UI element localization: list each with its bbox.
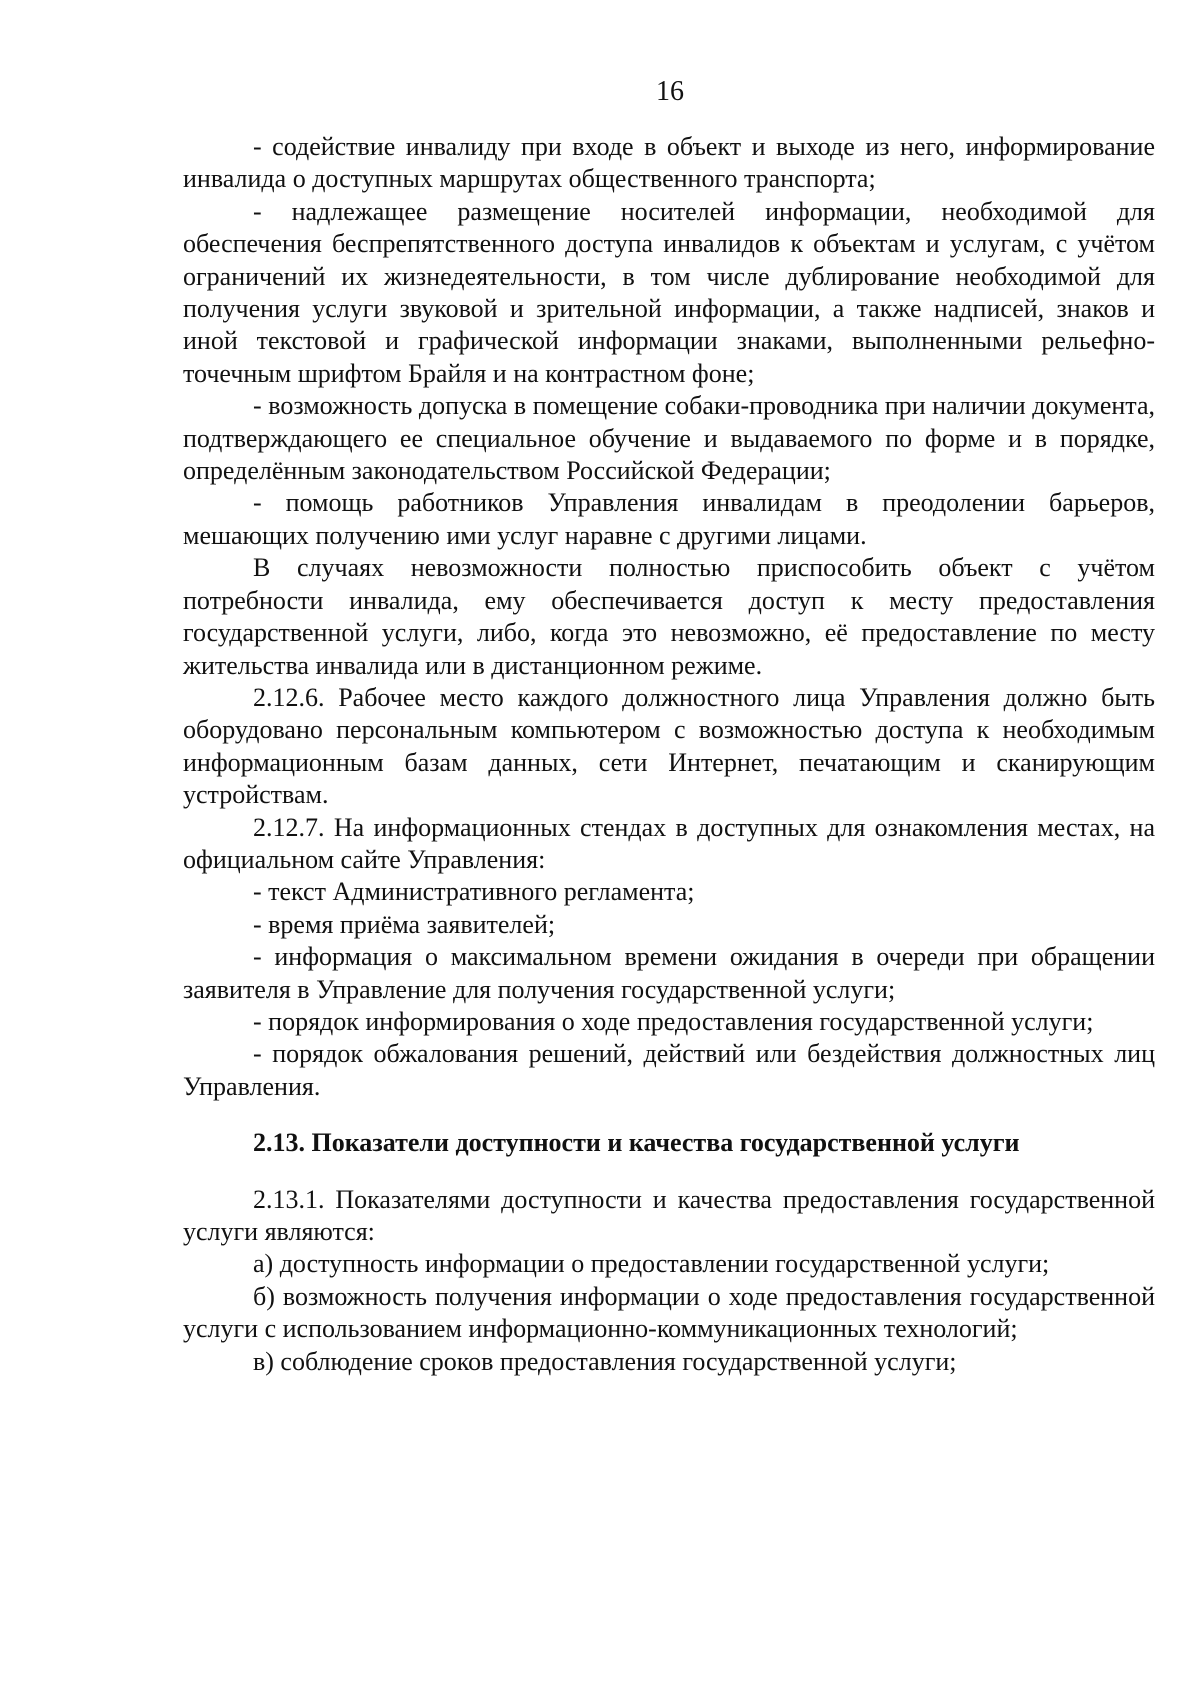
paragraph: а) доступность информации о предоставлении государственной услуги; xyxy=(253,1249,1050,1279)
paragraph: - время приёма заявителей; xyxy=(253,909,556,939)
paragraph: - помощь работников Управления инвалидам в преодолении барьеров, мешающих получению ими услуг наравне с другими лицами. xyxy=(183,488,1155,550)
section-heading: 2.13. Показатели доступности и качества государственной услуги xyxy=(253,1128,1020,1158)
paragraph: 2.12.7. На информационных стендах в доступных для ознакомления местах, на официальном сайте Управления: xyxy=(183,812,1155,874)
paragraph: - содействие инвалиду при входе в объект и выходе из него, информирование инвалида о доступных маршрутах общественного транспорта; xyxy=(183,132,1155,194)
paragraph: 2.12.6. Рабочее место каждого должностного лица Управления должно быть оборудовано персональным компьютером с возможностью доступа к необходимым информационным базам данных, сети Интернет, печатающим и сканирующим устройствам. xyxy=(183,682,1155,810)
paragraph: - информация о максимальном времени ожидания в очереди при обращении заявителя в Управление для получения государственной услуги; xyxy=(183,942,1155,1004)
paragraph: - надлежащее размещение носителей информации, необходимой для обеспечения беспрепятственного доступа инвалидов к объектам и услугам, с учётом ограничений их жизнедеятельности, в том числе дублирование необходимой для получения услуги звуковой и зрительной информации, а также надписей, знаков и иной текстовой и графической информации знаками, выполненными рельефно-точечным шрифтом Брайля и на контрастном фоне; xyxy=(183,196,1155,388)
paragraph: - возможность допуска в помещение собаки-проводника при наличии документа, подтверждающего ее специальное обучение и выдаваемого по форме и в порядке, определённым законодательством Российской Федерации; xyxy=(183,391,1155,486)
paragraph: б) возможность получения информации о ходе предоставления государственной услуги с использованием информационно-коммуникационных технологий; xyxy=(183,1281,1155,1344)
paragraph: - порядок обжалования решений, действий или бездействия должностных лиц Управления. xyxy=(183,1039,1155,1101)
document-body xyxy=(183,131,1155,1378)
paragraph: - порядок информирования о ходе предоставления государственной услуги; xyxy=(253,1006,1094,1036)
paragraph: В случаях невозможности полностью приспособить объект с учётом потребности инвалида, ему обеспечивается доступ к месту предоставления государственной услуги, либо, когда это невозможно, её предоставление по месту жительства инвалида или в дистанционном режиме. xyxy=(183,553,1155,680)
paragraph: - текст Административного регламента; xyxy=(253,877,695,907)
paragraph: 2.13.1. Показателями доступности и качества предоставления государственной услуги являются: xyxy=(183,1184,1155,1246)
paragraph: в) соблюдение сроков предоставления государственной услуги; xyxy=(253,1346,957,1376)
page-number: 16 xyxy=(656,76,684,107)
